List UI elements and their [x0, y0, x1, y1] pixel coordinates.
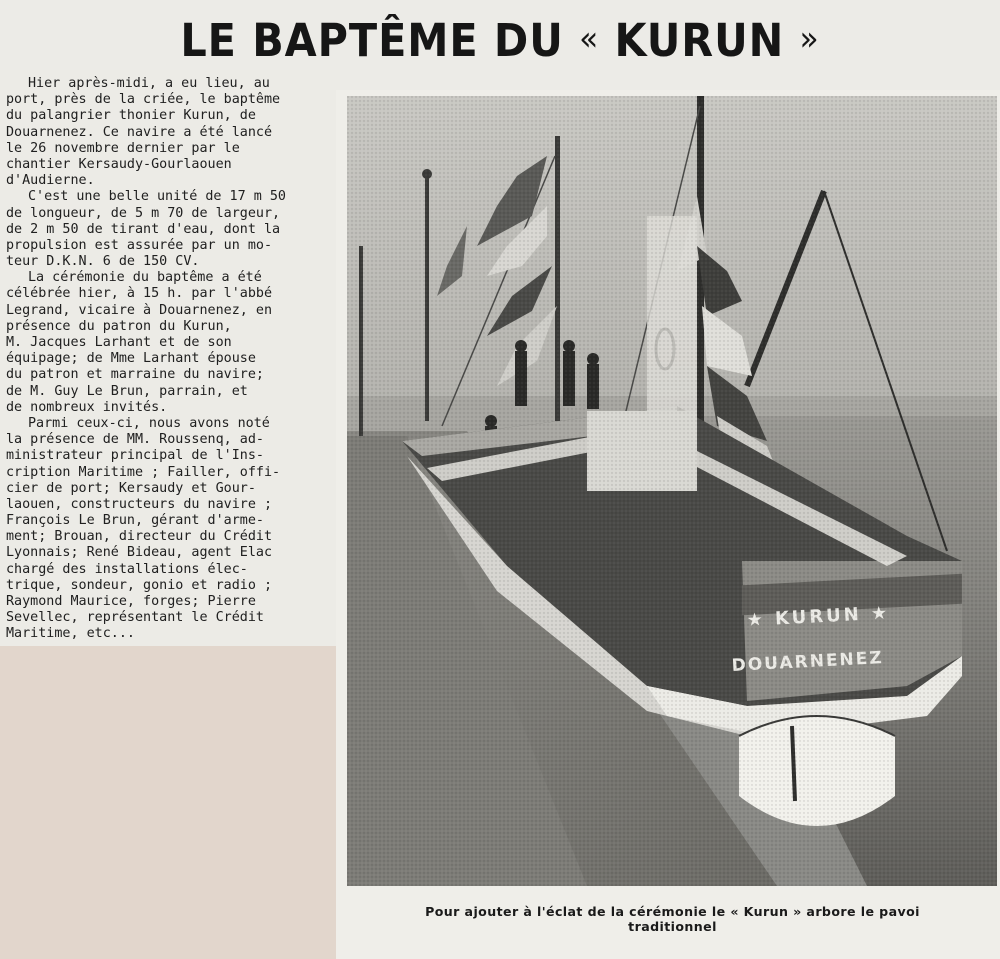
article-line	[6, 513, 332, 529]
article-line-text: présence du patron du Kurun,	[6, 318, 232, 334]
headline-close-quote: »	[799, 19, 820, 59]
article-line	[6, 173, 332, 189]
article-line	[6, 465, 332, 481]
article-line-text: laouen, constructeurs du navire ;	[6, 496, 273, 512]
article-line	[6, 626, 332, 642]
article-line	[6, 529, 332, 545]
article-line-text: M. Jacques Larhant et de son	[6, 335, 232, 350]
headline-before: LE BAPTÊME DU	[180, 14, 564, 67]
article-line-text: cier de port; Kersaudy et Gour-	[6, 480, 256, 496]
article-line	[6, 497, 332, 513]
article-line	[6, 206, 332, 222]
article-line-text: chargé des installations élec-	[6, 561, 248, 577]
article-line-text: Parmi ceux-ci, nous avons noté	[28, 415, 270, 431]
article-line-text: C'est une belle unité de 17 m 50	[28, 189, 286, 205]
article-line-text: Douarnenez. Ce navire a été lancé	[6, 124, 273, 140]
article-line-text: teur D.K.N. 6 de 150 CV.	[6, 254, 200, 270]
article-line-text: ministrateur principal de l'Ins-	[6, 448, 264, 464]
article-line-text: trique, sondeur, gonio et radio ;	[6, 577, 273, 593]
article-line	[6, 270, 332, 286]
article-line-text: Hier après-midi, a eu lieu, au	[28, 76, 270, 91]
article-line	[6, 562, 332, 578]
article-line	[6, 400, 332, 416]
article-line	[6, 432, 332, 448]
article-line	[6, 545, 332, 561]
article-line	[6, 108, 332, 124]
article-line-text: propulsion est assurée par un mo-	[6, 237, 273, 253]
article-line-text: équipage; de Mme Larhant épouse	[6, 351, 256, 367]
article-line	[6, 189, 332, 205]
article-line	[6, 303, 332, 319]
article-line	[6, 351, 332, 367]
article-line-text: la présence de MM. Roussenq, ad-	[6, 432, 264, 448]
article-line	[6, 157, 332, 173]
article-line-text: ment; Brouan, directeur du Crédit	[6, 529, 273, 545]
article-line-text: le 26 novembre dernier par le	[6, 140, 240, 156]
article-line	[6, 222, 332, 238]
article-line	[6, 384, 332, 400]
article-line	[6, 416, 332, 432]
article-line-text: d'Audierne.	[6, 173, 95, 189]
article-line-text: célébrée hier, à 15 h. par l'abbé	[6, 286, 273, 302]
article-line-text: port, près de la criée, le baptême	[6, 92, 281, 108]
article-line	[6, 594, 332, 610]
article-line	[6, 238, 332, 254]
photo-illustration	[347, 96, 997, 886]
caption-line-2: traditionnel	[628, 919, 717, 934]
article-line-text: de longueur, de 5 m 70 de largeur,	[6, 205, 281, 221]
article-line	[6, 141, 332, 157]
article-line-text: de nombreux invités.	[6, 399, 168, 415]
article-line	[6, 448, 332, 464]
photo-kurun-boat	[347, 96, 997, 886]
article-line-text: Sevellec, représentant le Crédit	[6, 610, 264, 626]
caption-line-1: Pour ajouter à l'éclat de la cérémonie le « Kurun » arbore le pavoi	[425, 904, 920, 919]
article-line-text: du patron et marraine du navire;	[6, 367, 264, 383]
article-line-text: cription Maritime ; Failler, offi-	[6, 464, 281, 480]
article-line-text: chantier Kersaudy-Gourlaouen	[6, 156, 232, 172]
article-line-text: de 2 m 50 de tirant d'eau, dont la	[6, 221, 281, 237]
headline	[40, 14, 960, 67]
article-line-text: Raymond Maurice, forges; Pierre	[6, 594, 256, 609]
article-line	[6, 481, 332, 497]
article-line-text: du palangrier thonier Kurun, de	[6, 108, 256, 124]
article-line	[6, 125, 332, 141]
article-body	[6, 76, 332, 643]
article-line-text: François Le Brun, gérant d'arme-	[6, 513, 264, 529]
article-line	[6, 610, 332, 626]
article-line-text: Lyonnais; René Bideau, agent Elac	[6, 545, 273, 561]
headline-open-quote: «	[579, 19, 600, 59]
article-line	[6, 335, 332, 351]
article-line-text: Legrand, vicaire à Douarnenez, en	[6, 302, 273, 318]
article-line	[6, 578, 332, 594]
article-line	[6, 92, 332, 108]
photo-caption	[345, 904, 1000, 934]
article-line	[6, 367, 332, 383]
article-line-text: de M. Guy Le Brun, parrain, et	[6, 383, 248, 399]
article-line	[6, 254, 332, 270]
article-line	[6, 286, 332, 302]
article-line-text: Maritime, etc...	[6, 626, 135, 642]
headline-name: KURUN	[614, 14, 785, 67]
article-line	[6, 319, 332, 335]
article-line-text: La cérémonie du baptême a été	[28, 270, 262, 286]
article-line	[6, 76, 332, 92]
